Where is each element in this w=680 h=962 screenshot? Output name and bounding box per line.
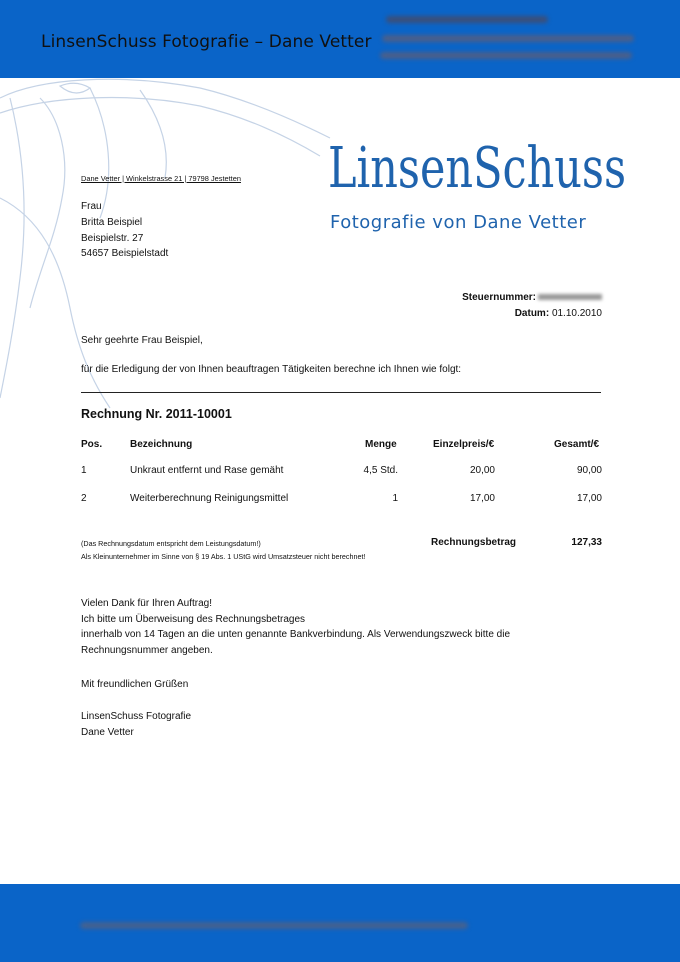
- date-line: [515, 308, 602, 319]
- col-header-unit-price: Einzelpreis/€: [433, 439, 495, 450]
- col-header-pos: Pos.: [81, 439, 103, 450]
- col-header-total: Gesamt/€: [554, 439, 600, 450]
- col-header-qty: Menge: [365, 439, 397, 450]
- closing-thanks: Vielen Dank für Ihren Auftrag!: [81, 598, 213, 609]
- signature-name: Dane Vetter: [81, 727, 134, 738]
- redacted-contact: [380, 52, 632, 59]
- row-unit-price: 17,00: [469, 493, 495, 504]
- recipient-name: Britta Beispiel: [81, 217, 143, 228]
- closing-line-2: innerhalb von 14 Tagen an die unten genannte Bankverbindung. Als Verwendungszweck bitte die: [81, 629, 511, 640]
- row-desc: Unkraut entfernt und Rase gemäht: [130, 465, 284, 476]
- divider: [81, 392, 601, 393]
- redacted-contact: [386, 16, 548, 23]
- header-band: [0, 0, 680, 78]
- closing-line-3: Rechnungsnummer angeben.: [81, 645, 213, 656]
- footer-band: [0, 884, 680, 962]
- col-header-desc: Bezeichnung: [130, 439, 193, 450]
- row-desc: Weiterberechnung Reinigungsmittel: [130, 493, 289, 504]
- recipient-city: 54657 Beispielstadt: [81, 248, 169, 259]
- closing-line-1: Ich bitte um Überweisung des Rechnungsbetrages: [81, 614, 306, 625]
- row-qty: 1: [392, 493, 398, 504]
- letter-intro: für die Erledigung der von Ihnen beauftragen Tätigkeiten berechne ich Ihnen wie folgt:: [81, 364, 462, 375]
- date-value: 01.10.2010: [551, 308, 602, 319]
- closing-regards: Mit freundlichen Grüßen: [81, 679, 189, 690]
- header-title: LinsenSchuss Fotografie – Dane Vetter: [41, 32, 372, 52]
- date-label: Datum:: [514, 308, 550, 319]
- sender-return-address: Dane Vetter | Winkelstrasse 21 | 79798 Jestetten: [81, 174, 241, 183]
- invoice-sum-label: Rechnungsbetrag: [431, 537, 517, 548]
- recipient-salutation: Frau: [81, 201, 102, 212]
- signature-company: LinsenSchuss Fotografie: [81, 711, 192, 722]
- tax-number-label: Steuernummer:: [462, 292, 536, 303]
- redacted-bank-details: [80, 922, 468, 929]
- brand-logo: [328, 123, 628, 203]
- row-unit-price: 20,00: [469, 465, 495, 476]
- letter-greeting: Sehr geehrte Frau Beispiel,: [81, 335, 203, 346]
- invoice-sum-value: 127,33: [571, 537, 602, 548]
- brand-subtitle: Fotografie von Dane Vetter: [330, 212, 587, 233]
- tax-number-line: [462, 292, 602, 303]
- redacted-tax-number: [538, 294, 602, 300]
- watermark-graphic: [0, 78, 340, 408]
- tax-exemption-note: Als Kleinunternehmer im Sinne von § 19 Abs. 1 UStG wird Umsatzsteuer nicht berechnet!: [81, 552, 366, 561]
- recipient-street: Beispielstr. 27: [81, 233, 144, 244]
- brand-wordmark: LinsenSchuss: [328, 136, 626, 201]
- row-pos: 2: [81, 493, 87, 504]
- invoice-date-note: (Das Rechnungsdatum entspricht dem Leistungsdatum!): [81, 539, 261, 548]
- invoice-title: Rechnung Nr. 2011-10001: [81, 407, 232, 421]
- row-total: 17,00: [576, 493, 602, 504]
- row-total: 90,00: [576, 465, 602, 476]
- row-pos: 1: [81, 465, 87, 476]
- row-qty: 4,5 Std.: [363, 465, 398, 476]
- redacted-contact: [382, 35, 634, 42]
